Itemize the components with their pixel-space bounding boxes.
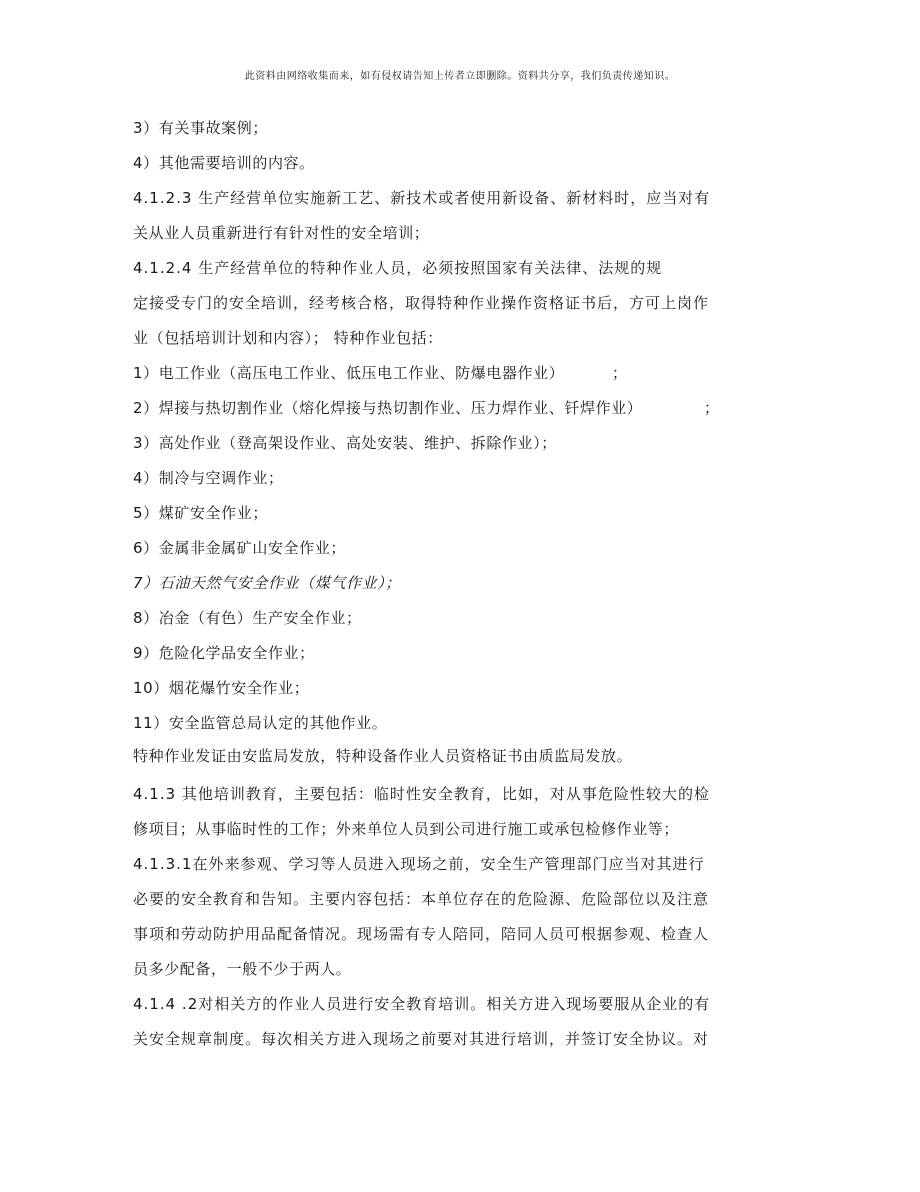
copyright-notice: 此资料由网络收集而来，如有侵权请告知上传者立即删除。资料共分享，我们负责传递知识。 [244,71,676,82]
list-item: 10）烟花爆竹安全作业； [133,679,310,697]
list-item: 6）金属非金属矿山安全作业； [133,539,346,557]
list-item: 9）危险化学品安全作业； [133,644,315,662]
list-item: 7）石油天然气安全作业（煤气作业）； [133,574,401,592]
list-item: 4）制冷与空调作业； [133,469,284,487]
text-line: 定接受专门的安全培训，经考核合格，取得特种作业操作资格证书后，方可上岗作 [133,294,710,312]
section-4-1-2-3: 4.1.2.3 生产经营单位实施新工艺、新技术或者使用新设备、新材料时，应当对有 [133,189,711,207]
section-4-1-4: 4.1.4 .2对相关方的作业人员进行安全教育培训。相关方进入现场要服从企业的有 [133,995,711,1013]
text-line: 特种作业发证由安监局发放，特种设备作业人员资格证书由质监局发放。 [133,747,633,765]
list-item: 11）安全监管总局认定的其他作业。 [133,714,388,732]
list-item-tail: ； [612,364,628,382]
list-item: 5）煤矿安全作业； [133,504,268,522]
text-line: 业（包括培训计划和内容）； 特种作业包括： [133,329,443,347]
text-line: 事项和劳动防护用品配备情况。现场需有专人陪同，陪同人员可根据参观、检查人 [133,925,710,943]
text-line: 关从业人员重新进行有针对性的安全培训； [133,224,430,242]
list-item: 2）焊接与热切割作业（熔化焊接与热切割作业、压力焊作业、钎焊作业） [133,399,643,417]
section-4-1-3-1: 4.1.3.1在外来参观、学习等人员进入现场之前，安全生产管理部门应当对其进行 [133,855,705,873]
text-line: 修项目；从事临时性的工作；外来单位人员到公司进行施工或承包检修作业等； [133,820,680,838]
list-item: 3）高处作业（登高架设作业、高处安装、维护、拆除作业）； [133,434,557,452]
list-item-tail: ； [704,399,720,417]
text-line: 关安全规章制度。每次相关方进入现场之前要对其进行培训，并签订安全协议。对 [133,1030,710,1048]
list-item: 1）电工作业（高压电工作业、低压电工作业、防爆电器作业） [133,364,565,382]
text-line: 3）有关事故案例； [133,119,268,137]
list-item: 8）冶金（有色）生产安全作业； [133,609,362,627]
section-4-1-3: 4.1.3 其他培训教育，主要包括：临时性安全教育，比如，对从事危险性较大的检 [133,785,710,803]
text-line: 员多少配备，一般不少于两人。 [133,960,352,978]
text-line: 必要的安全教育和告知。主要内容包括：本单位存在的危险源、危险部位以及注意 [133,890,710,908]
section-4-1-2-4: 4.1.2.4 生产经营单位的特种作业人员，必须按照国家有关法律、法规的规 [133,259,663,277]
text-line: 4）其他需要培训的内容。 [133,154,315,172]
